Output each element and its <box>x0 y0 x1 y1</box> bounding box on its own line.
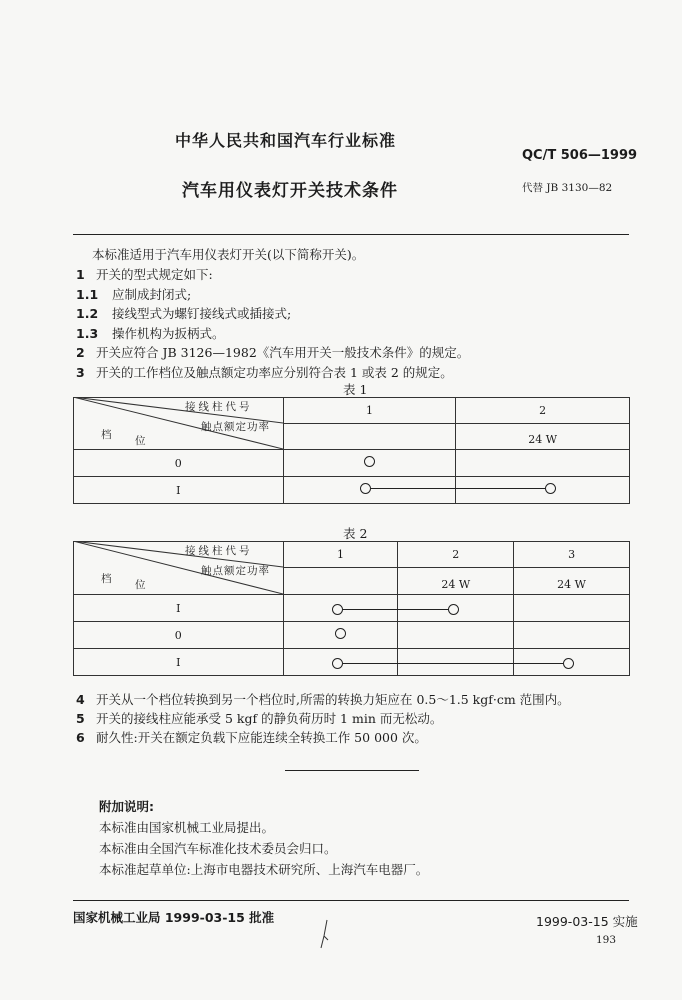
table1-diag-power-label: 触点额定功率 <box>201 421 270 433</box>
clause-item <box>76 265 469 285</box>
header-rule <box>73 234 629 235</box>
table2-row-label: 0 <box>74 622 284 649</box>
org-title: 中华人民共和国汽车行业标准 <box>175 131 397 150</box>
table1-diag-position-label-a: 档 <box>101 429 115 441</box>
table2-col-header: 2 <box>398 542 514 568</box>
clause-text: 操作机构为扳柄式。 <box>112 325 225 341</box>
clause-item <box>76 343 469 363</box>
clause-number: 1.2 <box>76 306 99 321</box>
table2-cell <box>514 595 630 622</box>
appendix-line: 本标准起草单位:上海市电器技术研究所、上海汽车电器厂。 <box>99 862 429 877</box>
clause-text: 耐久性:开关在额定负载下应能连续全转换工作 50 000 次。 <box>96 730 427 745</box>
table2-cell <box>398 622 514 649</box>
clause-number: 1.3 <box>76 325 99 341</box>
clause-number: 3 <box>76 364 85 380</box>
contact-circle <box>448 604 459 615</box>
table2-diag-position-label-b: 位 <box>135 579 149 591</box>
clause-text: 接线型式为螺钉接线式或插接式; <box>112 306 292 321</box>
contact-circle <box>360 483 371 494</box>
table2-row-label: I <box>74 595 284 622</box>
table1-row-label: I <box>74 477 284 504</box>
table2-cell <box>283 622 398 649</box>
clause-text: 开关的接线柱应能承受 5 kgf 的静负荷历时 1 min 而无松动。 <box>96 711 443 726</box>
table2-col-header: 3 <box>514 542 630 568</box>
table1-col-header: 2 <box>456 398 630 424</box>
table1-cell <box>456 450 630 477</box>
clause-number: 1.1 <box>76 286 99 302</box>
clause-list-bottom <box>76 690 570 747</box>
table2-power-cell: 24 W <box>398 568 514 595</box>
clause-number: 5 <box>76 711 85 726</box>
contact-circle <box>332 604 343 615</box>
clause-list-top <box>76 265 469 382</box>
clause-text: 开关应符合 JB 3126—1982《汽车用开关一般技术条件》的规定。 <box>96 345 470 360</box>
clause-text: 开关的工作档位及触点额定功率应分别符合表 1 或表 2 的规定。 <box>96 364 453 380</box>
appendix-line: 本标准由全国汽车标准化技术委员会归口。 <box>99 841 337 856</box>
clause-number: 2 <box>76 345 85 360</box>
contact-circle <box>563 658 574 669</box>
table1 <box>73 397 630 503</box>
standard-number: QC/T 506—1999 <box>522 148 638 163</box>
clause-text: 应制成封闭式; <box>112 286 192 302</box>
table2-diag-terminal-label: 接线柱代号 <box>185 545 253 557</box>
table2-diag-power-label: 触点额定功率 <box>201 565 270 577</box>
table1-row-label: 0 <box>74 450 284 477</box>
table1-power-cell <box>283 424 456 450</box>
approval-note: 国家机械工业局 1999-03-15 批准 <box>73 910 275 925</box>
clause-item <box>76 304 469 324</box>
clause-item <box>76 363 469 383</box>
clause-number: 4 <box>76 692 85 707</box>
contact-bridge-line <box>371 488 545 489</box>
table2-power-cell: 24 W <box>514 568 630 595</box>
table1-power-cell: 24 W <box>456 424 630 450</box>
appendix <box>99 796 428 880</box>
table2-caption: 表 2 <box>343 526 368 541</box>
table1-diag-terminal-label: 接线柱代号 <box>185 401 253 413</box>
appendix-title: 附加说明: <box>99 799 154 814</box>
contact-circle <box>545 483 556 494</box>
table1-diag-position-label-b: 位 <box>135 435 149 447</box>
table1-col-header: 1 <box>283 398 456 424</box>
appendix-line: 本标准由国家机械工业局提出。 <box>99 820 275 835</box>
clause-text: 开关从一个档位转换到另一个档位时,所需的转换力矩应在 0.5～1.5 kgf·cm 范围内。 <box>96 692 570 707</box>
contact-circle <box>364 456 375 467</box>
table2-power-cell <box>283 568 398 595</box>
contact-circle <box>332 658 343 669</box>
table1-caption: 表 1 <box>343 382 368 397</box>
effective-date: 1999-03-15 实施 <box>536 914 638 929</box>
contact-bridge-line <box>343 609 448 610</box>
table2-row-label: I <box>74 649 284 676</box>
clause-number: 6 <box>76 730 85 745</box>
table1-cell <box>456 477 630 504</box>
clause-number: 1 <box>76 267 85 282</box>
clause-item <box>76 690 570 709</box>
table2-cell <box>398 649 514 676</box>
clause-item <box>76 285 469 305</box>
pen-mark <box>318 918 332 952</box>
table1-cell <box>283 450 456 477</box>
clause-text: 开关的型式规定如下: <box>96 267 213 282</box>
replaces-note: 代替 JB 3130—82 <box>522 182 613 194</box>
contact-bridge-line <box>343 663 563 664</box>
document-title: 汽车用仪表灯开关技术条件 <box>182 181 398 201</box>
contact-circle <box>335 628 346 639</box>
end-rule <box>285 770 419 771</box>
clause-item <box>76 728 570 747</box>
table2-col-header: 1 <box>283 542 398 568</box>
table2-cell <box>514 622 630 649</box>
page-number: 193 <box>596 934 617 946</box>
clause-item <box>76 324 469 344</box>
intro-text: 本标准适用于汽车用仪表灯开关(以下简称开关)。 <box>92 247 365 262</box>
table2-diag-position-label-a: 档 <box>101 573 115 585</box>
footer-rule <box>73 900 629 901</box>
clause-item <box>76 709 570 728</box>
table2 <box>73 541 630 676</box>
